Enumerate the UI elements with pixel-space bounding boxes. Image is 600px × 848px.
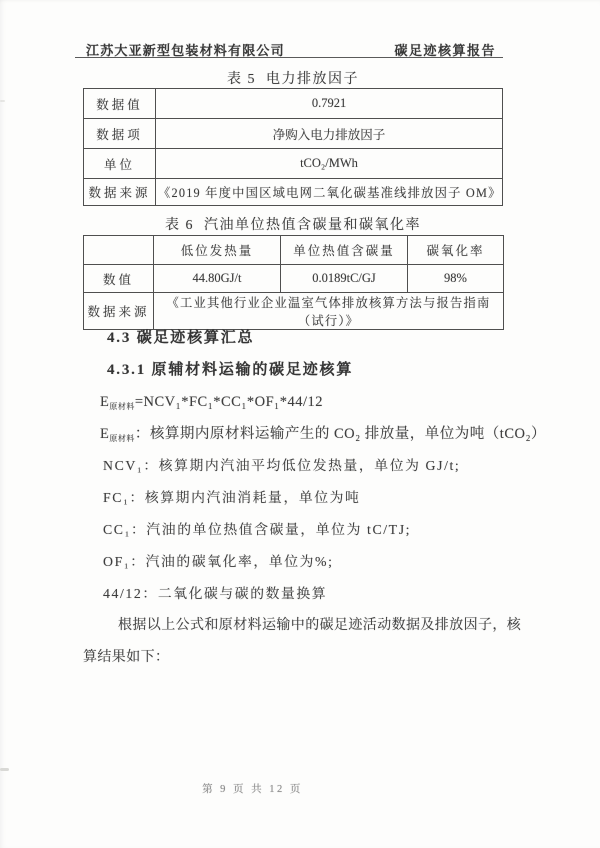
section-heading-4-3-1: 4.3.1 原辅材料运输的碳足迹核算 <box>107 362 354 378</box>
table6-header-cc: 单位热值含碳量 <box>281 236 408 265</box>
table5-row0-label: 数据值 <box>84 89 156 119</box>
table6-source-value: 《工业其他行业企业温室气体排放核算方法与报告指南（试行）》 <box>154 293 504 330</box>
def-e-rest: ：核算期内原材料运输产生的 CO₂ 排放量，单位为吨（tCO₂） <box>134 426 547 442</box>
def-e-subscript: 原材料 <box>109 434 135 443</box>
table6-value-label: 数值 <box>84 265 154 293</box>
section-heading-4-3: 4.3 碳足迹核算汇总 <box>107 330 255 346</box>
table6-value-cc: 0.0189tC/GJ <box>281 265 408 293</box>
table6-header-empty <box>84 236 154 265</box>
table6-value-ncv: 44.80GJ/t <box>154 265 281 293</box>
table6-header-ncv: 低位发热量 <box>154 236 281 265</box>
formula-line <box>83 386 521 418</box>
table5-row1-label: 数据项 <box>84 119 156 149</box>
header-divider <box>75 57 503 58</box>
table5-row3-value: 《2019 年度中国区域电网二氧化碳基准线排放因子 OM》 <box>156 179 503 206</box>
table-row <box>84 119 503 149</box>
table-row <box>84 179 503 206</box>
definition-fc: FC₁：核算期内汽油消耗量，单位为吨 <box>103 490 361 505</box>
scan-artifact <box>0 768 9 771</box>
formula-rest: =NCV₁*FC₁*CC₁*OF₁*44/12 <box>134 394 324 410</box>
table5-title: 表 5 电力排放因子 <box>227 72 359 87</box>
table5-row2-value: tCO₂/MWh <box>156 149 503 179</box>
definition-e <box>83 418 547 450</box>
table-row <box>84 149 503 179</box>
table-header-row <box>84 236 504 265</box>
definition-4412: 44/12：二氧化碳与碳的数量换算 <box>103 586 328 601</box>
header-company-name: 江苏大亚新型包装材料有限公司 <box>86 43 285 58</box>
formula-base: E <box>100 394 110 410</box>
definition-of: OF₁：汽油的碳氧化率，单位为%; <box>103 554 334 569</box>
scan-artifact <box>0 100 5 102</box>
definition-cc: CC₁：汽油的单位热值含碳量，单位为 tC/TJ; <box>103 522 412 537</box>
closing-paragraph-line1: 根据以上公式和原材料运输中的碳足迹活动数据及排放因子，核 <box>118 618 522 633</box>
table6-value-of: 98% <box>408 265 504 293</box>
table6-gasoline-carbon-table <box>83 235 504 330</box>
table-row <box>84 89 503 119</box>
table6-title: 表 6 汽油单位热值含碳量和碳氧化率 <box>165 218 421 233</box>
definition-ncv: NCV₁：核算期内汽油平均低位发热量，单位为 GJ/t; <box>103 458 461 473</box>
table6-source-label: 数据来源 <box>84 293 154 330</box>
table5-row1-value: 净购入电力排放因子 <box>156 119 503 149</box>
page-number-footer: 第 9 页 共 12 页 <box>202 784 303 795</box>
table5-electricity-emission-factor <box>83 88 503 206</box>
def-e-base: E <box>100 426 110 442</box>
formula-subscript: 原材料 <box>109 402 135 411</box>
table5-row3-label: 数据来源 <box>84 179 156 206</box>
header-report-title: 碳足迹核算报告 <box>394 43 496 58</box>
closing-paragraph-line2: 算结果如下： <box>83 650 170 665</box>
table6-header-of: 碳氧化率 <box>408 236 504 265</box>
table-row <box>84 265 504 293</box>
table5-row0-value: 0.7921 <box>156 89 503 119</box>
table5-row2-label: 单位 <box>84 149 156 179</box>
body-text <box>83 322 547 674</box>
